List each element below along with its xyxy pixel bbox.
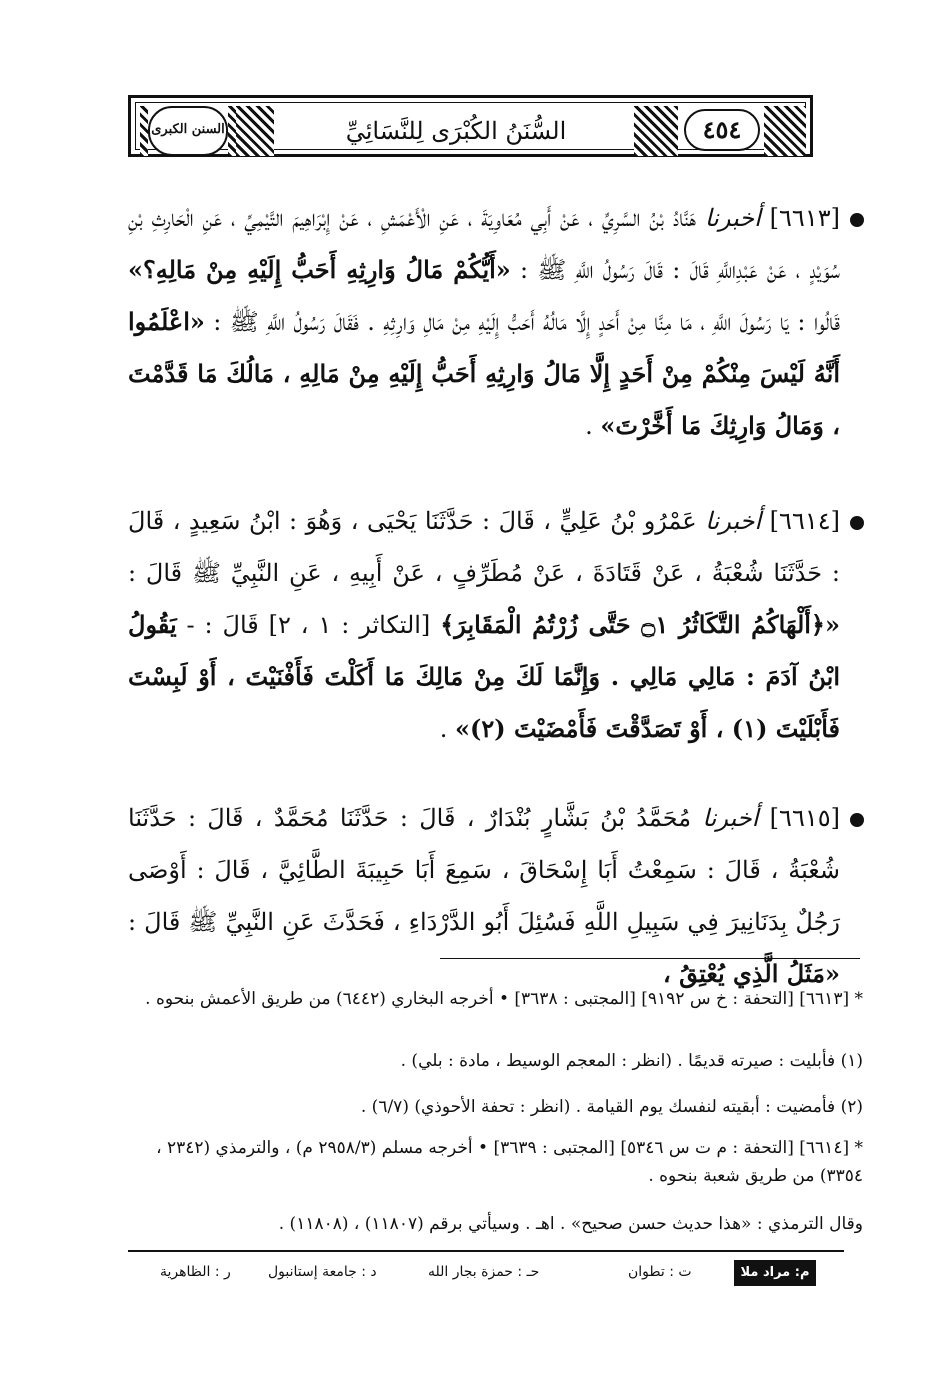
hadith-6615 <box>128 792 840 1000</box>
hadith-matn: «﴿أَلْهَاكُمُ التَّكَاثُرُ ۝١ حَتَّى زُرْتُمُ الْمَقَابِرَ﴾ <box>440 610 840 639</box>
hadith-lead: أخبرنا <box>705 507 762 535</box>
ornament-icon <box>634 106 678 156</box>
manuscript-d: د : جامعة إستانبول <box>268 1264 377 1280</box>
page-number: ٤٥٤ <box>684 109 760 151</box>
hadith-matn: «اعْلَمُوا أَنَّهُ لَيْسَ مِنْكُمْ مِنْ أَحَدٍ إِلَّا مَالُ وَارِثِهِ أَحَبُّ إِلَيْهِ مِنْ مَالِهِ ، مَالُكَ مَا قَدَّمْتَ ، وَمَالُ وَارِثِكَ مَا أَخَّرْتَ» <box>128 307 840 440</box>
manuscript-r: ر : الظاهرية <box>160 1264 231 1280</box>
page-header <box>128 95 813 157</box>
hadith-6613 <box>128 192 840 452</box>
footnote-separator <box>440 958 860 959</box>
bullet-icon <box>850 213 864 227</box>
footnote-takhrij: * [٦٦١٤] [التحفة : م ت س ٥٣٤٦] [المجتبى : ٣٦٣٩] • أخرجه مسلم (٢٩٥٨/٣ م) ، والترمذي (٢٣٤٢ ، ٣٣٥٤) من طريق شعبة بنحوه . <box>156 1138 863 1186</box>
header-frame <box>135 102 806 150</box>
footnote-tirmidhi: وقال الترمذي : «هذا حديث حسن صحيح» . اهـ . وسيأتي برقم (١١٨٠٧) ، (١١٨٠٨) . <box>278 1214 863 1234</box>
ornament-icon <box>764 106 806 156</box>
hadith-matn: يَقُولُ ابْنُ آدَمَ : مَالِي مَالِي . وَإِنَّمَا لَكَ مِنْ مَالِكَ مَا أَكَلْتَ فَأَفْنَيْتَ ، أَوْ لَبِسْتَ فَأَبْلَيْتَ (١) ، أَوْ تَصَدَّقْتَ فَأَمْضَيْتَ (٢)» <box>128 610 840 743</box>
hadith-6614 <box>128 495 840 755</box>
hadith-text: عَمْرُو بْنُ عَلِيٍّ ، قَالَ : حَدَّثَنَا يَحْيَى ، وَهُوَ : ابْنُ سَعِيدٍ ، قَالَ : حَدَّثَنَا شُعْبَةُ ، عَنْ قَتَادَةَ ، عَنْ مُطَرِّفٍ ، عَنْ أَبِيهِ ، عَنِ النَّبِيِّ ﷺ قَالَ : <box>128 507 840 587</box>
book-emblem <box>148 106 228 156</box>
bullet-icon <box>850 813 864 827</box>
ornament-icon <box>140 106 148 156</box>
hadith-end: . <box>439 715 456 743</box>
hadith-end: . <box>585 412 601 440</box>
manuscript-h: حـ : حمزة بجار الله <box>428 1264 540 1280</box>
hadith-text: [التكاثر : ١ ، ٢] قَالَ : - <box>176 611 441 639</box>
bullet-icon <box>850 516 864 530</box>
manuscript-t: ت : تطوان <box>628 1264 692 1280</box>
hadith-matn: «مَثَلُ الَّذِي يُعْتِقُ ، <box>663 959 840 988</box>
ornament-icon <box>228 106 236 156</box>
hadith-text: مُحَمَّدُ بْنُ بَشَّارٍ بُنْدَارٌ ، قَالَ : حَدَّثَنَا مُحَمَّدٌ ، قَالَ : حَدَّثَنَا شُعْبَةُ ، قَالَ : سَمِعْتُ أَبَا إِسْحَاقَ ، سَمِعَ أَبَا حَبِيبَةَ الطَّائِيَّ ، قَالَ : أَوْصَى رَجُلٌ بِدَنَانِيرَ فِي سَبِيلِ اللَّهِ فَسُئِلَ أَبُو الدَّرْدَاءِ ، فَحَدَّثَ عَنِ النَّبِيِّ ﷺ قَالَ : <box>128 804 840 936</box>
hadith-number: [٦٦١٣] <box>769 204 840 232</box>
footer-rule <box>128 1250 844 1252</box>
footnote-2: (٢) فأمضيت : أبقيته لنفسك يوم القيامة . (انظر : تحفة الأحوذي) (٦/٧) . <box>360 1097 863 1117</box>
emblem-text: السنن الكبرى <box>151 122 225 137</box>
hadith-lead: أخبرنا <box>704 204 761 232</box>
manuscript-badge: م: مراد ملا <box>734 1260 816 1286</box>
hadith-number: [٦٦١٥] <box>769 804 840 832</box>
footnote-takhrij: * [٦٦١٣] [التحفة : خ س ٩١٩٢] [المجتبى : ٣٦٣٨] • أخرجه البخاري (٦٤٤٢) من طريق الأعمش بنحوه . <box>145 989 863 1009</box>
hadith-text: هَنَّادُ بْنُ السَّرِيِّ ، عَنْ أَبِي مُعَاوِيَةَ ، عَنِ الْأَعْمَشِ ، عَنْ إِبْرَاهِيمَ التَّيْمِيِّ ، عَنِ الْحَارِثِ بْنِ سُوَيْدٍ ، عَنْ عَبْدِاللَّهِ قَالَ : قَالَ رَسُولُ اللَّهِ ﷺ : <box>128 204 841 284</box>
hadith-number: [٦٦١٤] <box>769 507 840 535</box>
footnote-1: (١) فأبليت : صيرته قديمًا . (انظر : المعجم الوسيط ، مادة : بلي) . <box>400 1051 863 1071</box>
hadith-lead: أخبرنا <box>702 804 759 832</box>
hadith-matn: «أَيُّكُمْ مَالُ وَارِثِهِ أَحَبُّ إِلَيْهِ مِنْ مَالِهِ؟» <box>128 255 511 284</box>
hadith-text: قَالُوا : يَا رَسُولَ اللَّهِ ، مَا مِنَّا مِنْ أَحَدٍ إِلَّا مَالُهُ أَحَبُّ إِلَيْهِ مِنْ مَالِ وَارِثِهِ . فَقَالَ رَسُولُ اللَّهِ ﷺ : <box>204 308 840 336</box>
running-title: السُّنَنُ الكُبْرَى لِلنَّسَائِيِّ <box>345 117 567 145</box>
ornament-icon <box>236 106 274 156</box>
